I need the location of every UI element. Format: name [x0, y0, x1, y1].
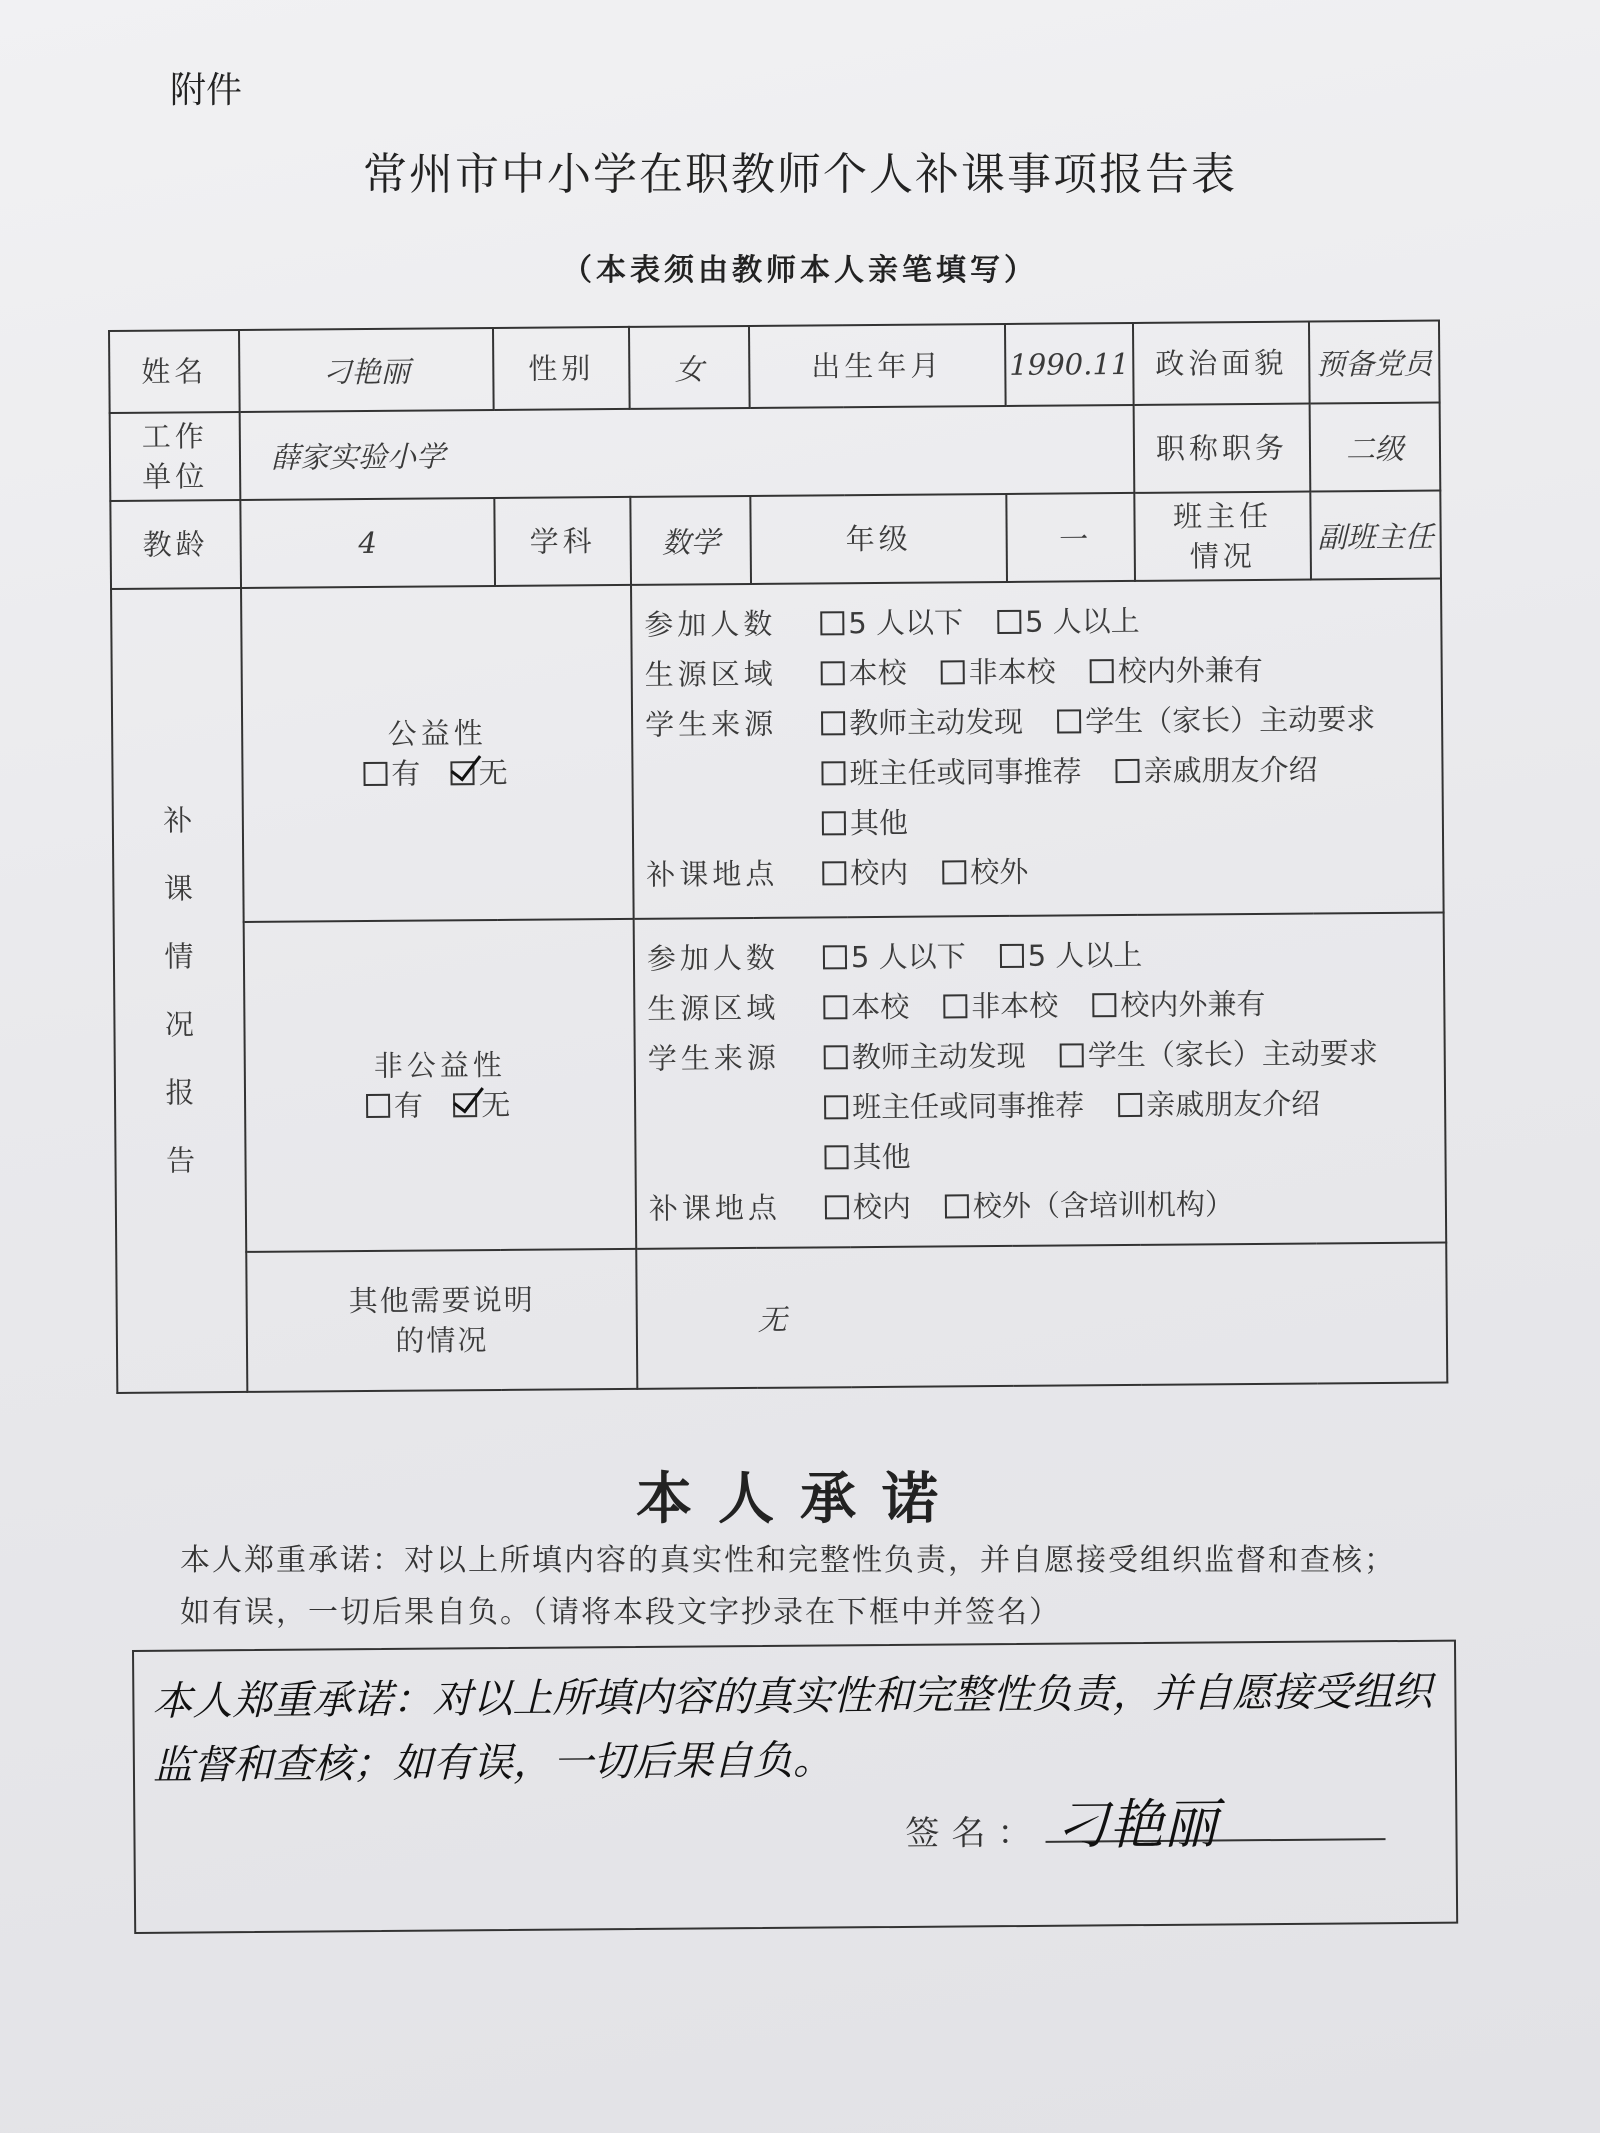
public-options	[631, 579, 1444, 919]
source-teacher-checkbox[interactable]	[821, 711, 845, 735]
nonpublic-welfare-label: 非公益性	[373, 1047, 506, 1083]
source-label: 学生来源	[647, 1040, 780, 1076]
location-label: 补课地点	[648, 1190, 782, 1226]
public-welfare-cell	[241, 585, 634, 922]
name-label: 姓名	[109, 330, 240, 413]
option-label: 亲戚朋友介绍	[1145, 1086, 1321, 1122]
section-char: 告	[165, 1143, 196, 1178]
public-no-label: 无	[478, 755, 512, 791]
option-label: 教师主动发现	[851, 1038, 1026, 1075]
location-outside-checkbox[interactable]	[945, 1194, 969, 1218]
public-yes-checkbox[interactable]	[363, 762, 387, 786]
gender-label: 性别	[493, 327, 630, 410]
head-teacher-label-line1: 班主任	[1172, 498, 1273, 534]
nonpublic-yes-checkbox[interactable]	[366, 1094, 390, 1118]
option-label: 学生（家长）主动要求	[1084, 702, 1376, 739]
nonpublic-options	[634, 913, 1447, 1249]
birth-value[interactable]: 1990.11	[1005, 323, 1134, 406]
signature-name[interactable]: 刁艳丽	[1055, 1792, 1218, 1857]
option-label: 5 人以下	[850, 939, 966, 975]
option-label: 5 人以上	[1027, 937, 1143, 973]
option-label: 校外	[970, 854, 1029, 890]
participants-label: 参加人数	[646, 940, 780, 976]
nonpublic-yes-label: 有	[393, 1088, 428, 1123]
work-unit-value[interactable]: 薛家实验小学	[240, 405, 1135, 500]
origin-other-school-checkbox[interactable]	[943, 994, 967, 1018]
work-unit-label-line2: 单位	[142, 459, 209, 494]
public-yes-label: 有	[391, 756, 425, 791]
pledge-title: 本人承诺	[636, 1467, 964, 1532]
source-relative-checkbox[interactable]	[1118, 1093, 1142, 1117]
participants-label: 参加人数	[644, 606, 777, 642]
head-teacher-label-line2: 情况	[1189, 538, 1256, 574]
source-parent-checkbox[interactable]	[1057, 709, 1081, 733]
source-teacher-checkbox[interactable]	[824, 1045, 848, 1069]
birth-label: 出生年月	[749, 324, 1006, 408]
other-notes-label	[246, 1249, 637, 1392]
option-label: 校内外兼有	[1120, 986, 1266, 1023]
grade-value[interactable]: 一	[1006, 493, 1135, 582]
origin-other-school-checkbox[interactable]	[941, 660, 965, 684]
option-label: 5 人以下	[848, 605, 964, 641]
section-char: 况	[164, 1007, 195, 1042]
option-label: 亲戚朋友介绍	[1143, 752, 1318, 788]
location-inside-checkbox[interactable]	[822, 861, 846, 885]
section-char: 课	[163, 871, 194, 906]
option-label: 本校	[851, 989, 910, 1025]
participants-over5-checkbox[interactable]	[997, 610, 1021, 634]
nonpublic-no-label: 无	[481, 1087, 515, 1123]
section-char: 情	[164, 939, 194, 974]
nonpublic-welfare-cell	[244, 919, 637, 1252]
teaching-years-value[interactable]: 4	[240, 498, 495, 588]
title-value[interactable]: 二级	[1310, 403, 1441, 492]
option-label: 其他	[849, 805, 909, 841]
subject-label: 学科	[494, 497, 631, 586]
attachment-label: 附件	[170, 70, 243, 111]
nonpublic-no-checkbox[interactable]	[453, 1093, 477, 1117]
form-subtitle: （本表须由教师本人亲笔填写）	[562, 253, 1038, 288]
section-label-vertical	[111, 588, 247, 1393]
option-label: 校外（含培训机构）	[972, 1187, 1235, 1224]
participants-under5-checkbox[interactable]	[820, 611, 844, 635]
teaching-years-label: 教龄	[110, 500, 241, 589]
other-notes-label-line2: 的情况	[395, 1323, 489, 1358]
source-recommend-checkbox[interactable]	[824, 1095, 848, 1119]
option-label: 校内外兼有	[1117, 652, 1263, 689]
option-label: 校内	[852, 1189, 912, 1225]
option-label: 学生（家长）主动要求	[1087, 1036, 1378, 1073]
pledge-text: 本人郑重承诺：对以上所填内容的真实性和完整性负责，并自愿接受组织监督和查核；如有误，一切后果自负。（请将本段文字抄录在下框中并签名）	[180, 1543, 1396, 1630]
title-label: 职称职务	[1134, 404, 1311, 493]
origin-both-checkbox[interactable]	[1090, 659, 1114, 683]
politics-value[interactable]: 预备党员	[1309, 321, 1440, 404]
public-no-checkbox[interactable]	[451, 761, 475, 785]
option-label: 非本校	[971, 988, 1059, 1024]
form-title: 常州市中小学在职教师个人补课事项报告表	[363, 149, 1237, 200]
option-label: 班主任或同事推荐	[851, 1088, 1085, 1125]
pledge-handwriting-box[interactable]	[132, 1640, 1458, 1934]
source-recommend-checkbox[interactable]	[821, 761, 845, 785]
section-char: 补	[163, 803, 193, 838]
work-unit-label	[110, 412, 241, 501]
section-char: 报	[165, 1075, 195, 1110]
option-label: 校内	[850, 855, 909, 891]
work-unit-label-line1: 工作	[141, 419, 208, 454]
participants-under5-checkbox[interactable]	[823, 945, 847, 969]
option-label: 其他	[852, 1139, 911, 1175]
origin-label: 生源区域	[647, 990, 780, 1026]
pledge-handwritten-copy: 本人郑重承诺：对以上所填内容的真实性和完整性负责，并自愿接受组织监督和查核；如有误，一切后果自负。	[152, 1668, 1433, 1789]
subject-value[interactable]: 数学	[630, 496, 751, 585]
source-other-checkbox[interactable]	[822, 811, 846, 835]
other-notes-value[interactable]: 无	[636, 1243, 1447, 1389]
origin-both-checkbox[interactable]	[1092, 993, 1116, 1017]
name-value[interactable]: 刁艳丽	[239, 328, 494, 412]
source-parent-checkbox[interactable]	[1060, 1043, 1084, 1067]
origin-label: 生源区域	[644, 656, 777, 692]
location-outside-checkbox[interactable]	[942, 860, 966, 884]
origin-school-checkbox[interactable]	[823, 995, 847, 1019]
source-label: 学生来源	[644, 706, 778, 742]
origin-school-checkbox[interactable]	[821, 661, 845, 685]
signature-label: 签名：	[905, 1812, 1044, 1854]
source-other-checkbox[interactable]	[824, 1145, 848, 1169]
politics-label: 政治面貌	[1133, 322, 1310, 405]
public-welfare-label: 公益性	[387, 716, 487, 751]
participants-over5-checkbox[interactable]	[1000, 944, 1024, 968]
option-label: 班主任或同事推荐	[849, 754, 1082, 791]
option-label: 非本校	[968, 654, 1056, 690]
source-relative-checkbox[interactable]	[1115, 759, 1139, 783]
grade-label: 年级	[750, 494, 1007, 584]
other-notes-label-line1: 其他需要说明	[348, 1282, 535, 1319]
location-label: 补课地点	[646, 856, 779, 892]
head-teacher-value[interactable]: 副班主任	[1310, 491, 1441, 580]
option-label: 5 人以上	[1024, 603, 1140, 639]
option-label: 教师主动发现	[848, 704, 1024, 741]
location-inside-checkbox[interactable]	[825, 1195, 849, 1219]
option-label: 本校	[848, 655, 907, 691]
report-form-table	[108, 320, 1448, 1394]
head-teacher-label	[1134, 492, 1311, 581]
gender-value[interactable]: 女	[629, 326, 750, 409]
